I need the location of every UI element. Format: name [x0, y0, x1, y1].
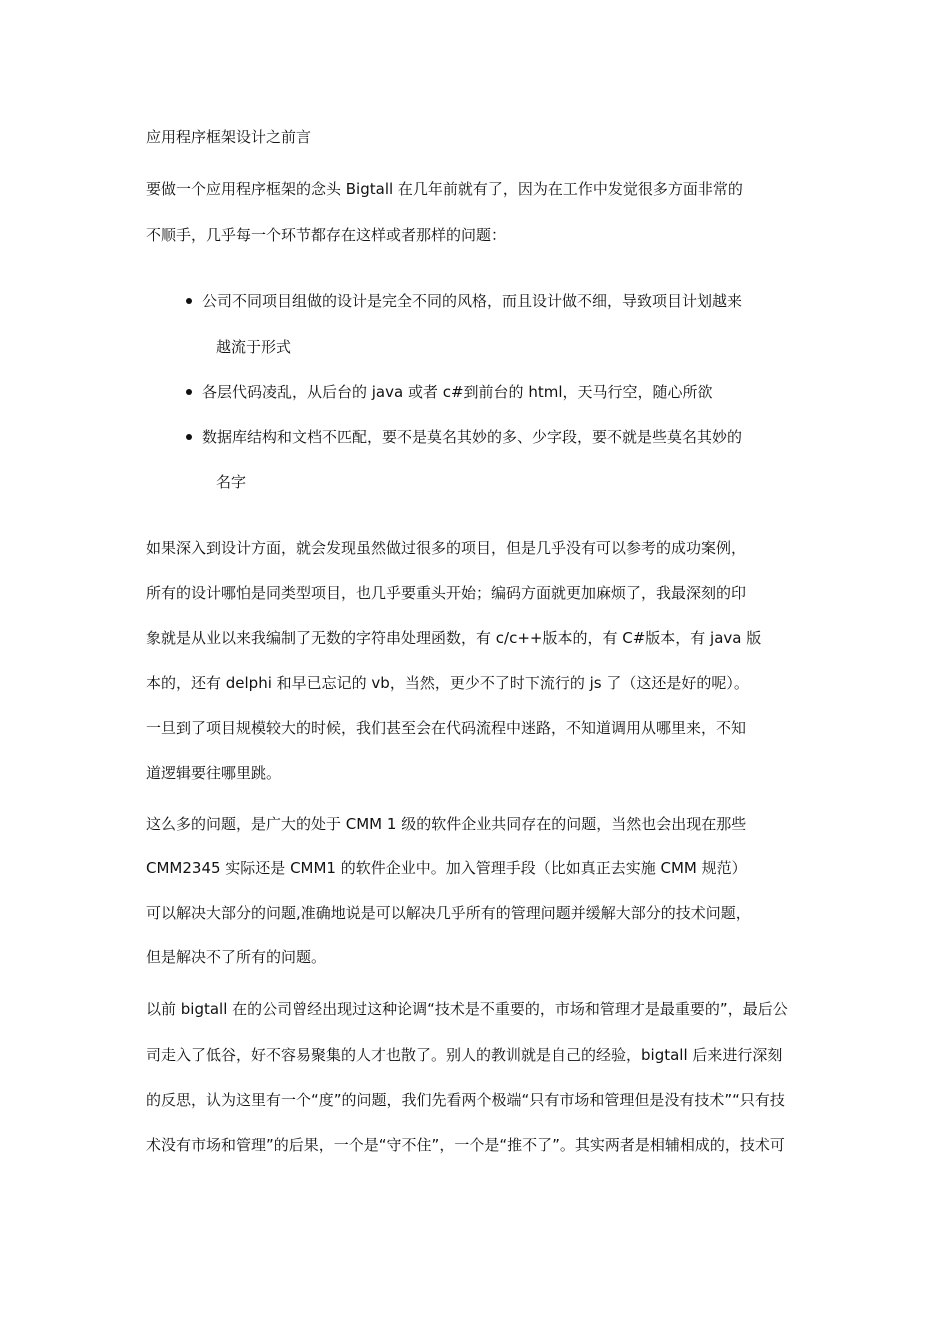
list-item-3-line-1: 数据库结构和文档不匹配，要不是莫名其妙的多、少字段，要不就是些莫名其妙的 [202, 428, 743, 446]
paragraph-3-line-3: 可以解决大部分的问题,准确地说是可以解决几乎所有的管理问题并缓解大部分的技术问题， [146, 904, 751, 922]
paragraph-4-line-2: 司走入了低谷，好不容易聚集的人才也散了。别人的教训就是自己的经验，bigtall 后来进行深刻 [146, 1046, 783, 1064]
paragraph-3-line-2: CMM2345 实际还是 CMM1 的软件企业中。加入管理手段（比如真正去实施 CMM 规范） [146, 859, 747, 877]
paragraph-1-line-1: 要做一个应用程序框架的念头 Bigtall 在几年前就有了，因为在工作中发觉很多方面非常的 [146, 180, 743, 198]
list-item-3-line-2: 名字 [216, 473, 247, 491]
paragraph-3-line-1: 这么多的问题，是广大的处于 CMM 1 级的软件企业共同存在的问题，当然也会出现在那些 [146, 815, 747, 833]
paragraph-2-line-5: 一旦到了项目规模较大的时候，我们甚至会在代码流程中迷路，不知道调用从哪里来，不知 [146, 719, 747, 737]
paragraph-1-line-2: 不顺手，几乎每一个环节都存在这样或者那样的问题： [146, 226, 507, 244]
paragraph-2-line-6: 道逻辑要往哪里跳。 [146, 764, 282, 782]
bullet-icon [186, 389, 192, 395]
bullet-icon [186, 298, 192, 304]
list-item-1-line-1: 公司不同项目组做的设计是完全不同的风格，而且设计做不细，导致项目计划越来 [202, 292, 743, 310]
paragraph-4-line-3: 的反思，认为这里有一个“度”的问题，我们先看两个极端“只有市场和管理但是没有技术”“只有技 [146, 1091, 785, 1109]
bullet-icon [186, 434, 192, 440]
paragraph-2-line-1: 如果深入到设计方面，就会发现虽然做过很多的项目，但是几乎没有可以参考的成功案例， [146, 539, 747, 557]
paragraph-2-line-4: 本的，还有 delphi 和早已忘记的 vb，当然，更少不了时下流行的 js 了（这还是好的呢）。 [146, 674, 749, 692]
list-item-1-line-2: 越流于形式 [216, 338, 292, 356]
paragraph-4-line-4: 术没有市场和管理”的后果，一个是“守不住”，一个是“推不了”。其实两者是相辅相成的，技术可 [146, 1136, 785, 1154]
paragraph-2-line-2: 所有的设计哪怕是同类型项目，也几乎要重头开始；编码方面就更加麻烦了，我最深刻的印 [146, 584, 747, 602]
document-title: 应用程序框架设计之前言 [146, 128, 312, 146]
list-item-2-line-1: 各层代码凌乱，从后台的 java 或者 c#到前台的 html，天马行空，随心所欲 [202, 383, 713, 401]
paragraph-2-line-3: 象就是从业以来我编制了无数的字符串处理函数，有 c/c++版本的，有 C#版本，有 java 版 [146, 629, 762, 647]
paragraph-4-line-1: 以前 bigtall 在的公司曾经出现过这种论调“技术是不重要的，市场和管理才是最重要的”，最后公 [146, 1000, 788, 1018]
paragraph-3-line-4: 但是解决不了所有的问题。 [146, 948, 327, 966]
